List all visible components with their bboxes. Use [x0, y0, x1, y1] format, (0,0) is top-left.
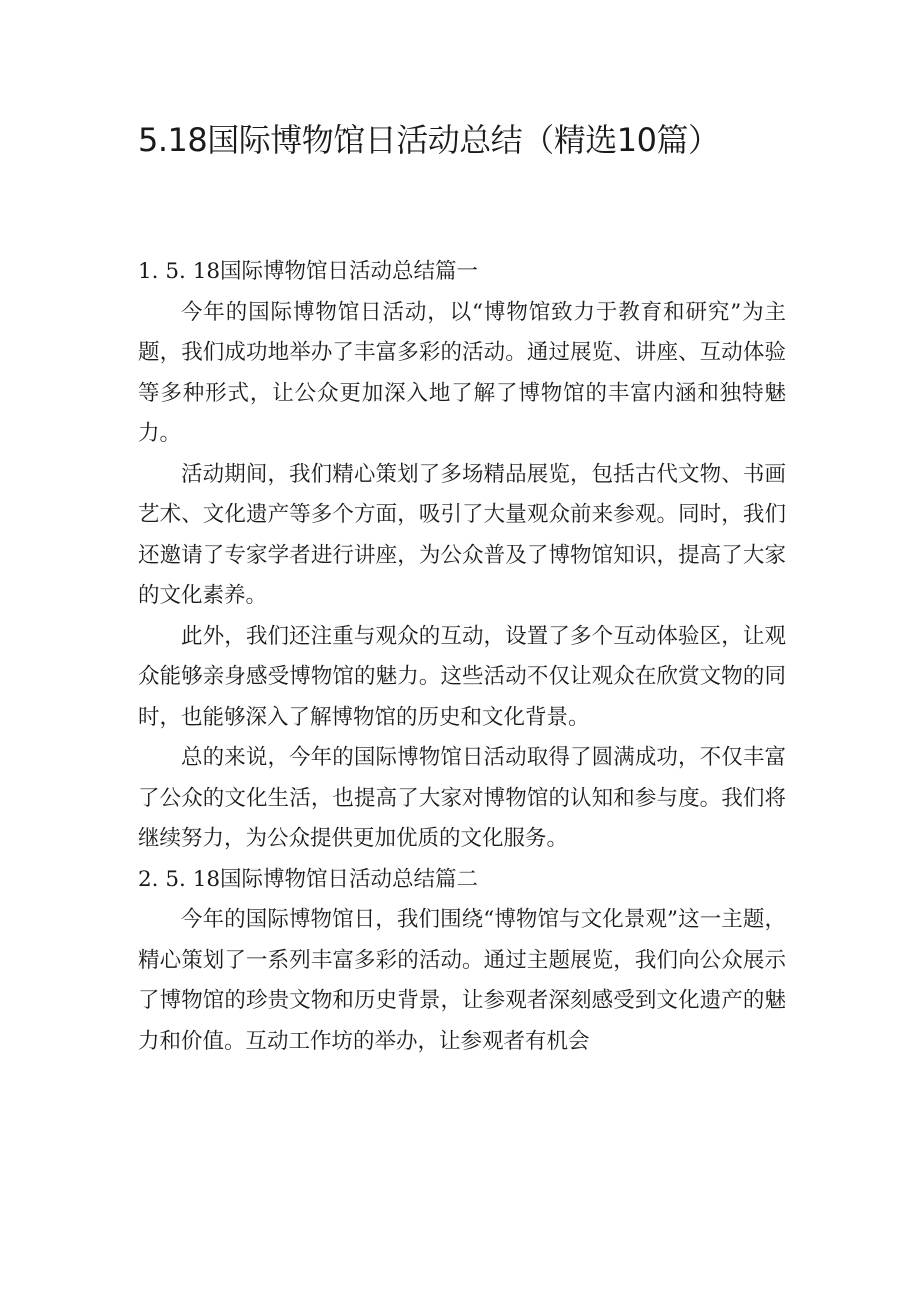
paragraph: 今年的国际博物馆日，我们围绕“博物馆与文化景观”这一主题，精心策划了一系列丰富多彩的活动。通过主题展览，我们向公众展示了博物馆的珍贵文物和历史背景，让参观者深刻感受到文化遗产的魅力和价值。互动工作坊的举办，让参观者有机会 — [138, 907, 786, 1054]
paragraph: 总的来说，今年的国际博物馆日活动取得了圆满成功，不仅丰富了公众的文化生活，也提高了大家对博物馆的认知和参与度。我们将继续努力，为公众提供更加优质的文化服务。 — [138, 745, 786, 851]
document-title: 5.18国际博物馆日活动总结（精选10篇） — [138, 121, 720, 159]
paragraph: 活动期间，我们精心策划了多场精品展览，包括古代文物、书画艺术、文化遗产等多个方面，吸引了大量观众前来参观。同时，我们还邀请了专家学者进行讲座，为公众普及了博物馆知识，提高了大家的文化素养。 — [138, 461, 786, 608]
document-body — [138, 252, 786, 1062]
paragraph: 今年的国际博物馆日活动，以“博物馆致力于教育和研究”为主题，我们成功地举办了丰富多彩的活动。通过展览、讲座、互动体验等多种形式，让公众更加深入地了解了博物馆的丰富内涵和独特魅力。 — [138, 299, 786, 446]
section-heading: 2. 5. 18国际博物馆日活动总结篇二 — [138, 866, 479, 892]
section-2 — [138, 860, 786, 1063]
paragraph: 此外，我们还注重与观众的互动，设置了多个互动体验区，让观众能够亲身感受博物馆的魅力。这些活动不仅让观众在欣赏文物的同时，也能够深入了解博物馆的历史和文化背景。 — [138, 623, 786, 730]
section-heading: 1. 5. 18国际博物馆日活动总结篇一 — [138, 259, 479, 284]
section-1 — [138, 252, 786, 860]
